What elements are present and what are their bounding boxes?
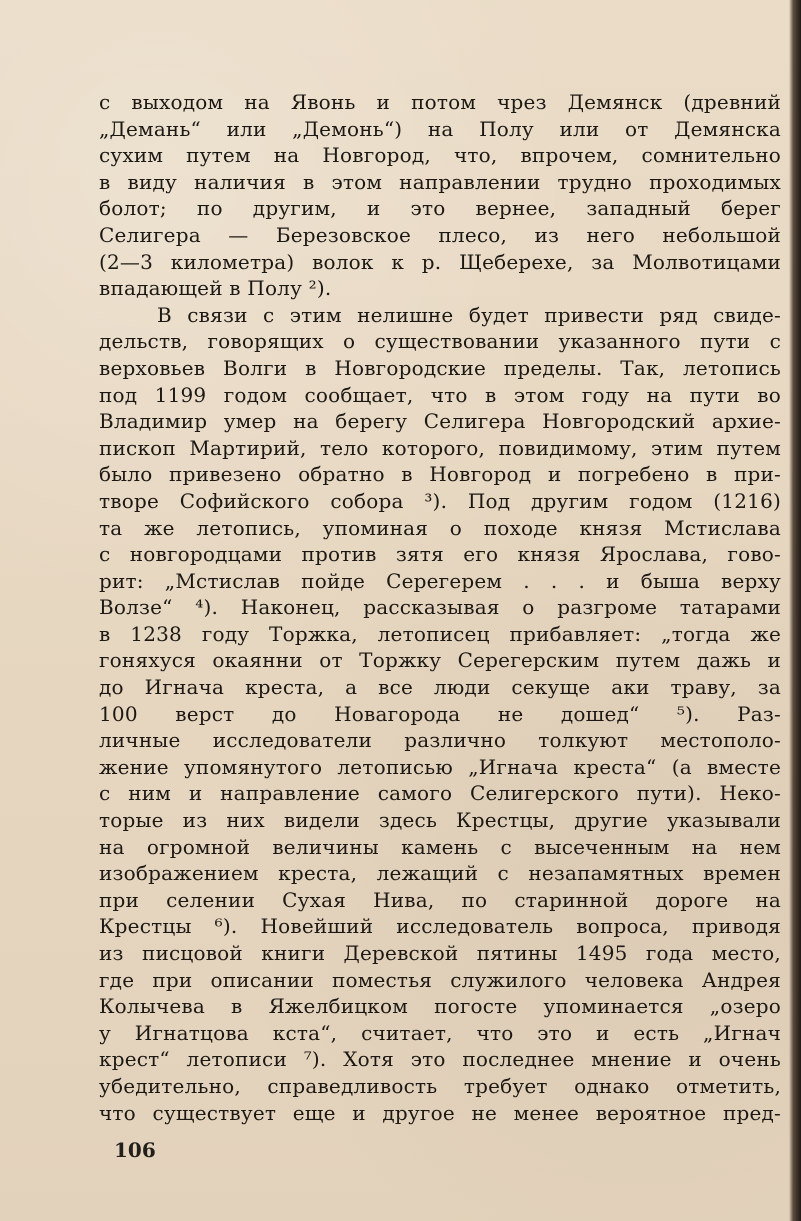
text-line: впадающей в Полу ²). [99,276,332,301]
text-line: под 1199 годом сообщает, что в этом году на пути во [99,382,781,407]
text-line: та же летопись, упоминая о походе князя Мстислава [99,515,781,540]
text-line: у Игнатцова кста“, считает, что это и есть „Игнач [99,1020,781,1045]
text-line: при селении Сухая Нива, по старинной дороге на [99,887,781,912]
text-line: крест“ летописи ⁷). Хотя это последнее мнение и очень [99,1047,781,1072]
text-line: Крестцы ⁶). Новейший исследователь вопроса, приводя [99,914,781,939]
text-line: с выходом на Явонь и потом чрез Демянск (древний [99,90,781,114]
text-line: верховьев Волги в Новгородские пределы. Так, летопись [99,355,781,380]
text-line: 100 верст до Новагорода не дошед“ ⁵). Раз- [99,701,781,726]
text-line: дельств, говорящих о существовании указанного пути с [99,329,781,354]
text-line: (2—3 километра) волок к р. Щеберехе, за Молвотицами [99,249,781,274]
text-line: „Демань“ или „Демонь“) на Полу или от Демянска [99,116,781,141]
book-edge-shadow [789,0,801,1221]
text-line: где при описании поместья служилого человека Андрея [99,967,781,992]
text-line: изображением креста, лежащий с незапамятных времен [99,861,781,886]
page-text [99,89,781,1126]
text-line: в виду наличия в этом направлении трудно проходимых [99,169,781,194]
text-line: в 1238 году Торжка, летописец прибавляет: „тогда же [99,621,781,646]
text-line: Владимир умер на берегу Селигера Новгородский архие- [99,409,781,434]
text-line: что существует еще и другое не менее вероятное пред- [99,1100,781,1125]
text-line: личные исследователи различно толкуют местополо- [99,728,781,753]
text-line: Колычева в Яжелбицком погосте упоминается „озеро [99,994,781,1019]
text-line: до Игнача креста, а все люди секуще аки траву, за [99,675,781,700]
text-line: болот; по другим, и это вернее, западный берег [99,196,781,221]
text-line: рит: „Мстислав пойде Серегерем . . . и быша верху [99,568,781,593]
text-line: было привезено обратно в Новгород и погребено в при- [99,462,781,487]
text-line: убедительно, справедливость требует однако отметить, [99,1073,781,1098]
text-line: жение упомянутого летописью „Игнача креста“ (а вместе [99,754,781,779]
text-line: творе Софийского собора ³). Под другим годом (1216) [99,488,781,513]
text-line: сухим путем на Новгород, что, впрочем, сомнительно [99,143,781,168]
text-line: Селигера — Березовское плесо, из него небольшой [99,222,781,247]
page-number: 106 [114,1138,156,1162]
text-line: В связи с этим нелишне будет привести ряд свиде- [157,302,781,327]
text-line: из писцовой книги Деревской пятины 1495 года место, [99,941,781,965]
text-line: Волзе“ ⁴). Наконец, рассказывая о разгроме татарами [99,595,781,620]
text-line: торые из них видели здесь Крестцы, другие указывали [99,808,781,833]
text-line: с новгородцами против зятя его князя Ярослава, гово- [99,542,781,567]
text-line: на огромной величины камень с высеченным на нем [99,834,781,859]
text-line: с ним и направление самого Селигерского пути). Неко- [99,781,781,806]
text-line: гоняхуся окаянни от Торжку Серегерским путем дажь и [99,648,781,673]
text-line: пископ Мартирий, тело которого, повидимому, этим путем [99,435,781,460]
